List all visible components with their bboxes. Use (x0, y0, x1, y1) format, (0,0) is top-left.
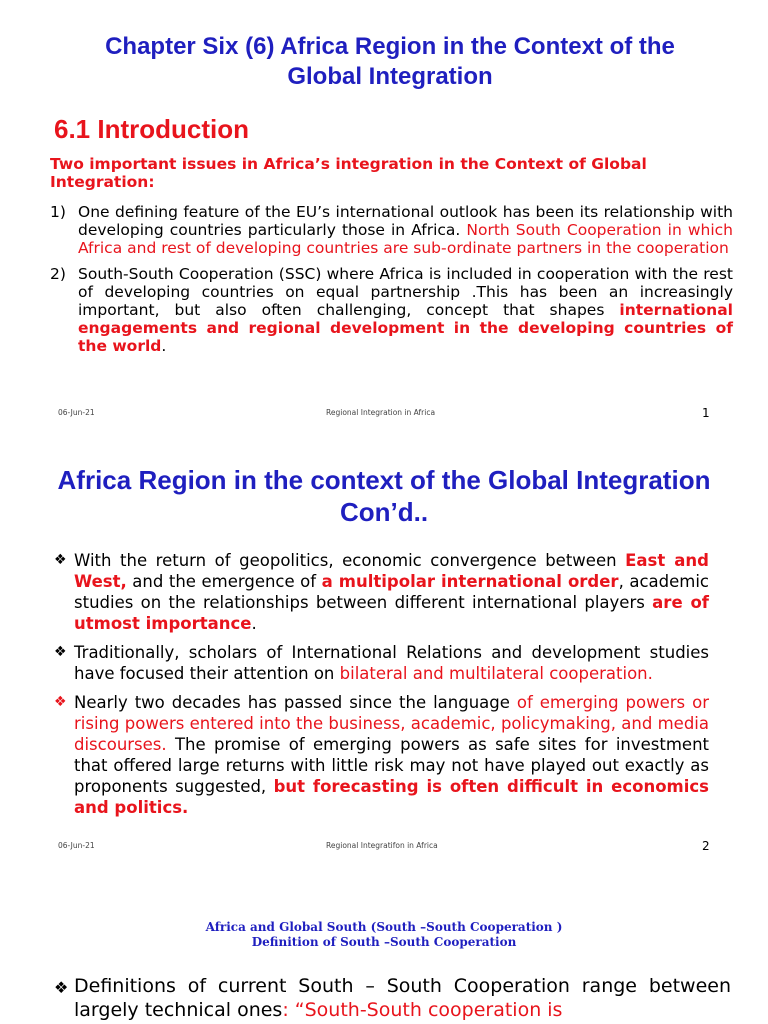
diamond-bullet-icon: ❖ (54, 552, 67, 568)
footer-date: 06-Jun-21 (58, 841, 95, 850)
page-number: 2 (702, 839, 710, 853)
bullet-text (74, 693, 709, 817)
item-text-end: . (161, 337, 167, 355)
text-run: , academic studies on the relationships between different international players (74, 572, 709, 612)
intro-text: Two important issues in Africa’s integration in the Context of Global Integration: (50, 155, 647, 191)
bullet-text (74, 643, 709, 683)
diamond-bullet-icon: ❖ (54, 694, 67, 710)
list-marker: 2) (50, 265, 66, 283)
slide-1 (0, 0, 768, 440)
footer-title: Regional Integratifon in Africa (326, 841, 438, 850)
slide-3-title-line-2: Definition of South –South Cooperation (251, 935, 517, 949)
text-run: With the return of geopolitics, economic convergence between (74, 551, 626, 570)
bullet-item (52, 692, 709, 818)
text-run: are of utmost importance (74, 593, 709, 633)
text-run: a multipolar international order (321, 572, 619, 591)
bullet-item (52, 974, 731, 1022)
slide-1-title: Chapter Six (6) Africa Region in the Context of the Global Integration (105, 33, 675, 90)
diamond-bullet-icon: ❖ (54, 978, 69, 997)
list-item (50, 265, 733, 355)
bullet-text: Definitions of current South – South Cooperation range between largely technical ones (74, 975, 731, 1021)
item-text: One defining feature of the EU’s international outlook has been its relationship with developing countries particularly those in Africa. (78, 203, 733, 239)
slide-3-title-line-1: Africa and Global South (South –South Cooperation ) (205, 920, 563, 934)
text-run: and the emergence of (126, 572, 322, 591)
bullet-item (52, 642, 709, 684)
slide-2-title: Africa Region in the context of the Global Integration Con’d.. (57, 465, 711, 527)
page-number: 1 (702, 406, 710, 420)
section-heading: 6.1 Introduction (54, 114, 249, 144)
list-item (50, 203, 733, 257)
bullet-list (52, 550, 709, 818)
item-text: South-South Cooperation (SSC) where Africa is included in cooperation with the rest of developing countries on equal partnership .This has been an increasingly important, but also often challenging, concept that shapes (78, 265, 733, 319)
item-text-highlight: international engagements and regional development in the developing countries of the world (78, 301, 733, 355)
list-marker: 1) (50, 203, 66, 221)
text-run: East and West, (74, 551, 709, 591)
text-run: of emerging powers or rising powers entered into the business, academic, policymaking, and media discourses. (74, 693, 709, 754)
diamond-bullet-icon: ❖ (54, 644, 67, 660)
item-text-highlight: North South Cooperation in which Africa and rest of developing countries are sub-ordinate partners in the cooperation (78, 221, 733, 257)
text-run: but forecasting is often difficult in economics and politics. (74, 777, 709, 817)
bullet-text-highlight: : “South-South cooperation is (282, 999, 563, 1021)
footer-title: Regional Integration in Africa (326, 408, 436, 417)
numbered-list (50, 203, 733, 355)
text-run: The promise of emerging powers as safe sites for investment that offered large returns with little risk may not have played out exactly as proponents suggested, (74, 735, 709, 796)
text-run: Traditionally, scholars of International Relations and development studies have focused their attention on (74, 643, 709, 683)
slide-2 (0, 440, 768, 870)
footer-date: 06-Jun-21 (58, 408, 95, 417)
bullet-item (52, 550, 709, 634)
slide-3 (0, 870, 768, 1024)
bullet-text (74, 551, 709, 633)
text-run: Nearly two decades has passed since the language (74, 693, 517, 712)
text-run: bilateral and multilateral cooperation. (339, 664, 653, 683)
text-run: . (251, 614, 257, 633)
slide-3-title (150, 920, 618, 950)
